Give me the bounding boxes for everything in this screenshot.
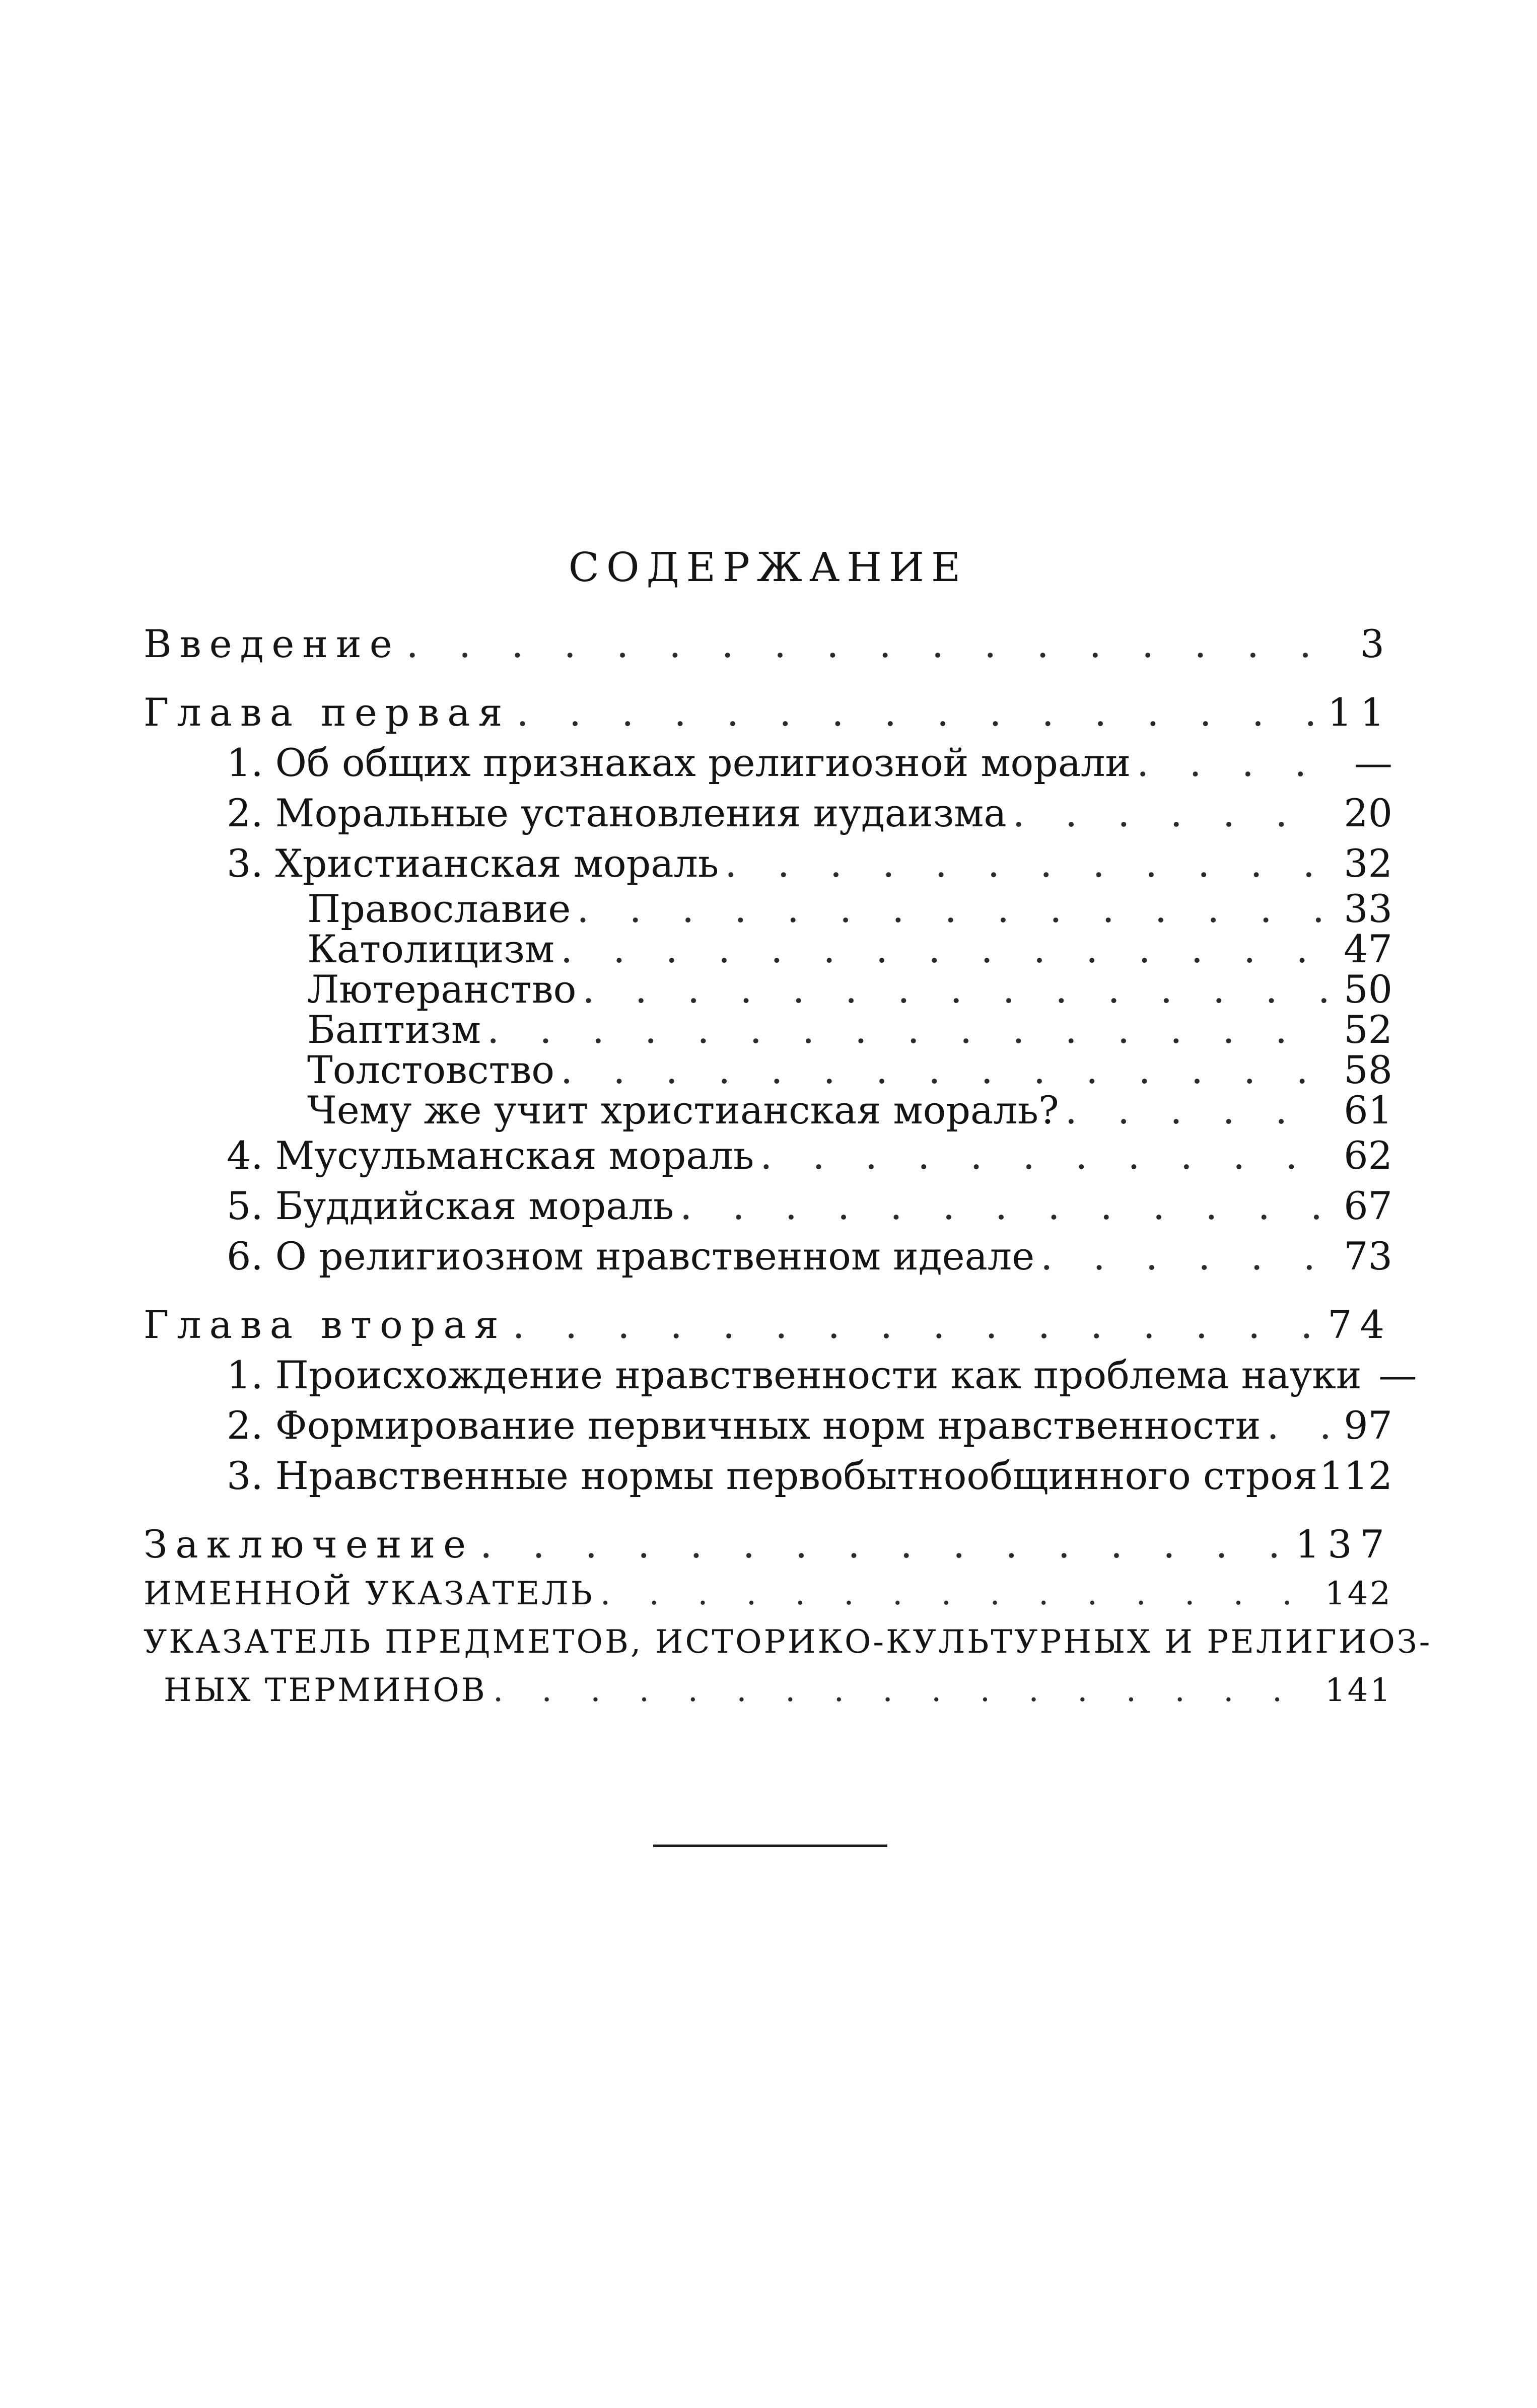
toc-entry-page: 67 (1344, 1183, 1392, 1228)
toc-entry-conclusion[interactable] (144, 1519, 1392, 1570)
toc-entry-page: 97 (1344, 1403, 1392, 1448)
toc-entry-label: Заключение (144, 1522, 474, 1567)
toc-entry-subsection[interactable] (144, 1047, 1392, 1092)
toc-entry-subsection[interactable] (144, 969, 1392, 1010)
dot-leader (561, 929, 1331, 969)
dot-leader (1040, 1231, 1331, 1282)
toc-entry-subsection[interactable] (144, 886, 1392, 931)
toc-entry-page: 52 (1344, 1007, 1392, 1052)
toc-entry-section[interactable] (144, 738, 1392, 788)
toc-entry-page: — (1378, 1353, 1417, 1397)
toc-entry-chapter-2[interactable] (144, 1300, 1392, 1350)
dot-leader (1267, 1400, 1331, 1451)
table-of-contents (144, 544, 1432, 1715)
toc-entry-section[interactable] (144, 1181, 1392, 1231)
toc-entry-subsection[interactable] (144, 1090, 1392, 1130)
toc-entry-page: 142 (1324, 1575, 1392, 1612)
dot-leader (577, 889, 1331, 929)
toc-entry-label: ИМЕННОЙ УКАЗАТЕЛЬ (144, 1575, 594, 1612)
toc-entry-section[interactable] (144, 1231, 1392, 1282)
toc-entry-page: 137 (1295, 1522, 1392, 1567)
toc-entry-page: 61 (1344, 1088, 1392, 1132)
dot-leader (725, 838, 1331, 889)
toc-entry-label: 3. Христианская мораль (227, 841, 719, 886)
toc-entry-label: Толстовство (307, 1047, 555, 1092)
toc-entry-label: Лютеранство (307, 967, 577, 1012)
toc-entry-label: Чему же учит христианская мораль? (307, 1088, 1059, 1132)
toc-entry-page: 11 (1328, 690, 1392, 735)
toc-entry-label: Православие (307, 886, 571, 931)
toc-entry-subject-index-cont[interactable] (144, 1666, 1392, 1715)
toc-entry-subject-index[interactable] (144, 1618, 1432, 1666)
dot-leader (1137, 738, 1331, 788)
toc-entry-page: 62 (1344, 1133, 1392, 1178)
toc-entry-label: 6. О религиозном нравственном идеале (227, 1234, 1035, 1279)
dot-leader (680, 1181, 1331, 1231)
dot-leader (487, 1010, 1331, 1050)
toc-entry-label: 2. Формирование первичных норм нравственности (227, 1403, 1261, 1448)
dot-leader (513, 1300, 1322, 1350)
toc-entry-page: 141 (1324, 1672, 1392, 1709)
toc-entry-label: 2. Моральные установления иудаизма (227, 791, 1007, 835)
toc-entry-label: УКАЗАТЕЛЬ ПРЕДМЕТОВ, ИСТОРИКО-КУЛЬТУРНЫХ И РЕЛИГИОЗ- (144, 1623, 1432, 1661)
toc-entry-section[interactable] (144, 1350, 1417, 1400)
toc-entry-page: 50 (1344, 967, 1392, 1012)
toc-entry-label: НЫХ ТЕРМИНОВ (164, 1672, 487, 1709)
toc-entry-label: Католицизм (307, 927, 554, 971)
toc-entry-page: 112 (1319, 1453, 1392, 1498)
toc-entry-label: 1. Об общих признаках религиозной морали (227, 740, 1131, 785)
dot-leader (760, 1130, 1331, 1181)
toc-entry-subsection[interactable] (144, 929, 1392, 969)
toc-entry-page: 47 (1344, 927, 1392, 971)
dot-leader (480, 1519, 1289, 1570)
toc-entry-page: 32 (1344, 841, 1392, 886)
toc-entry-section[interactable] (144, 1130, 1392, 1181)
toc-entry-page: 73 (1344, 1234, 1392, 1279)
dot-leader (1013, 788, 1331, 838)
toc-entry-page: — (1354, 740, 1392, 785)
dot-leader (561, 1050, 1331, 1090)
dot-leader (582, 969, 1331, 1010)
toc-entry-chapter-1[interactable] (144, 687, 1392, 738)
toc-entry-label: 4. Мусульманская мораль (227, 1133, 754, 1178)
dot-leader (1065, 1090, 1331, 1130)
toc-entry-section[interactable] (144, 1400, 1392, 1451)
toc-entry-section[interactable] (144, 788, 1392, 838)
toc-entry-label: 1. Происхождение нравственности как проблема науки (227, 1353, 1362, 1397)
dot-leader (493, 1666, 1319, 1715)
toc-entry-label: 3. Нравственные нормы первобытнообщинного строя (227, 1453, 1317, 1498)
dot-leader (406, 619, 1331, 669)
toc-entry-subsection[interactable] (144, 1007, 1392, 1052)
toc-entry-section[interactable] (144, 1451, 1392, 1501)
toc-entry-introduction[interactable] (144, 619, 1392, 669)
toc-entry-section[interactable] (144, 838, 1392, 889)
toc-list (144, 619, 1432, 1715)
toc-entry-label: Глава вторая (144, 1302, 507, 1347)
toc-entry-page: 20 (1344, 791, 1392, 835)
toc-entry-name-index[interactable] (144, 1570, 1392, 1618)
dot-leader (600, 1570, 1319, 1618)
toc-entry-page: 74 (1328, 1302, 1392, 1347)
section-divider (653, 1845, 887, 1847)
toc-entry-label: Глава первая (144, 690, 511, 735)
page-title: СОДЕРЖАНИЕ (568, 544, 968, 591)
dot-leader (517, 687, 1322, 738)
toc-entry-page: 3 (1360, 621, 1392, 666)
toc-entry-label: Введение (144, 621, 400, 666)
toc-entry-page: 58 (1344, 1047, 1392, 1092)
toc-entry-label: 5. Буддийская мораль (227, 1183, 674, 1228)
toc-entry-page: 33 (1344, 886, 1392, 931)
toc-entry-label: Баптизм (307, 1007, 481, 1052)
